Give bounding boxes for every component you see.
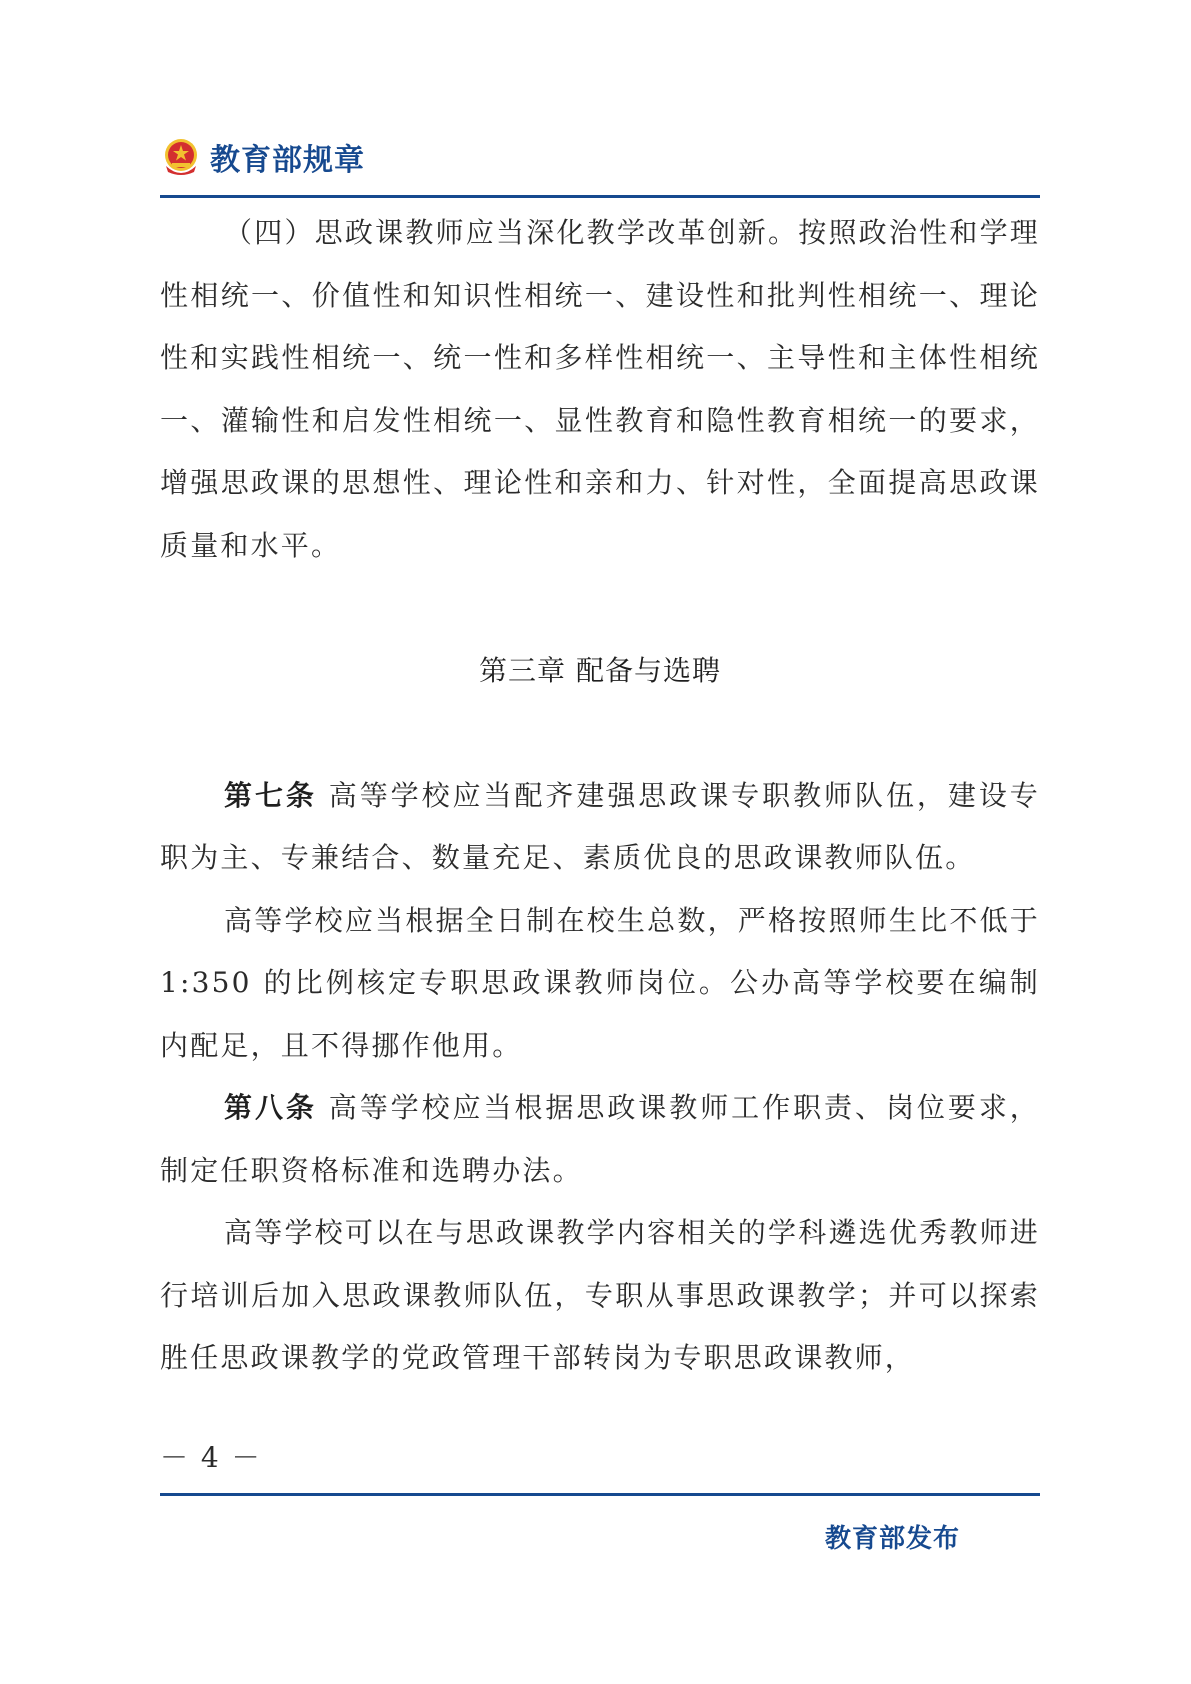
article-7-para-2: 高等学校应当根据全日制在校生总数，严格按照师生比不低于 1:350 的比例核定专职思政课教师岗位。公办高等学校要在编制内配足，且不得挪作他用。 <box>160 903 1040 1062</box>
header-rule <box>160 195 1040 198</box>
document-body <box>160 202 1040 1390</box>
header-title: 教育部规章 <box>210 143 365 178</box>
article-8-para-2: 高等学校可以在与思政课教学内容相关的学科遴选优秀教师进行培训后加入思政课教师队伍，专职从事思政课教学；并可以探索胜任思政课教学的党政管理干部转岗为专职思政课教师， <box>160 1216 1040 1374</box>
article-7-text: 高等学校应当配齐建强思政课专职教师队伍，建设专职为主、专兼结合、数量充足、素质优良的思政课教师队伍。 <box>160 778 1040 874</box>
chapter-heading: 第三章 配备与选聘 <box>479 653 721 687</box>
footer-rule <box>160 1493 1040 1496</box>
article-7-label: 第七条 <box>224 778 317 812</box>
article-7 <box>160 765 1040 890</box>
article-8 <box>160 1077 1040 1202</box>
article-8-text: 高等学校应当根据思政课教师工作职责、岗位要求，制定任职资格标准和选聘办法。 <box>160 1091 1040 1187</box>
paragraph-item-4: （四）思政课教师应当深化教学改革创新。按照政治性和学理性相统一、价值性和知识性相统一、建设性和批判性相统一、理论性和实践性相统一、统一性和多样性相统一、主导性和主体性相统一、灌输性和启发性相统一、显性教育和隐性教育相统一的要求，增强思政课的思想性、理论性和亲和力、针对性，全面提高思政课质量和水平。 <box>160 216 1040 562</box>
national-emblem-icon <box>160 136 202 178</box>
publisher-label: 教育部发布 <box>825 1524 961 1554</box>
page-number: － 4 － <box>160 1441 262 1474</box>
document-header <box>160 132 365 182</box>
article-8-label: 第八条 <box>224 1091 317 1124</box>
